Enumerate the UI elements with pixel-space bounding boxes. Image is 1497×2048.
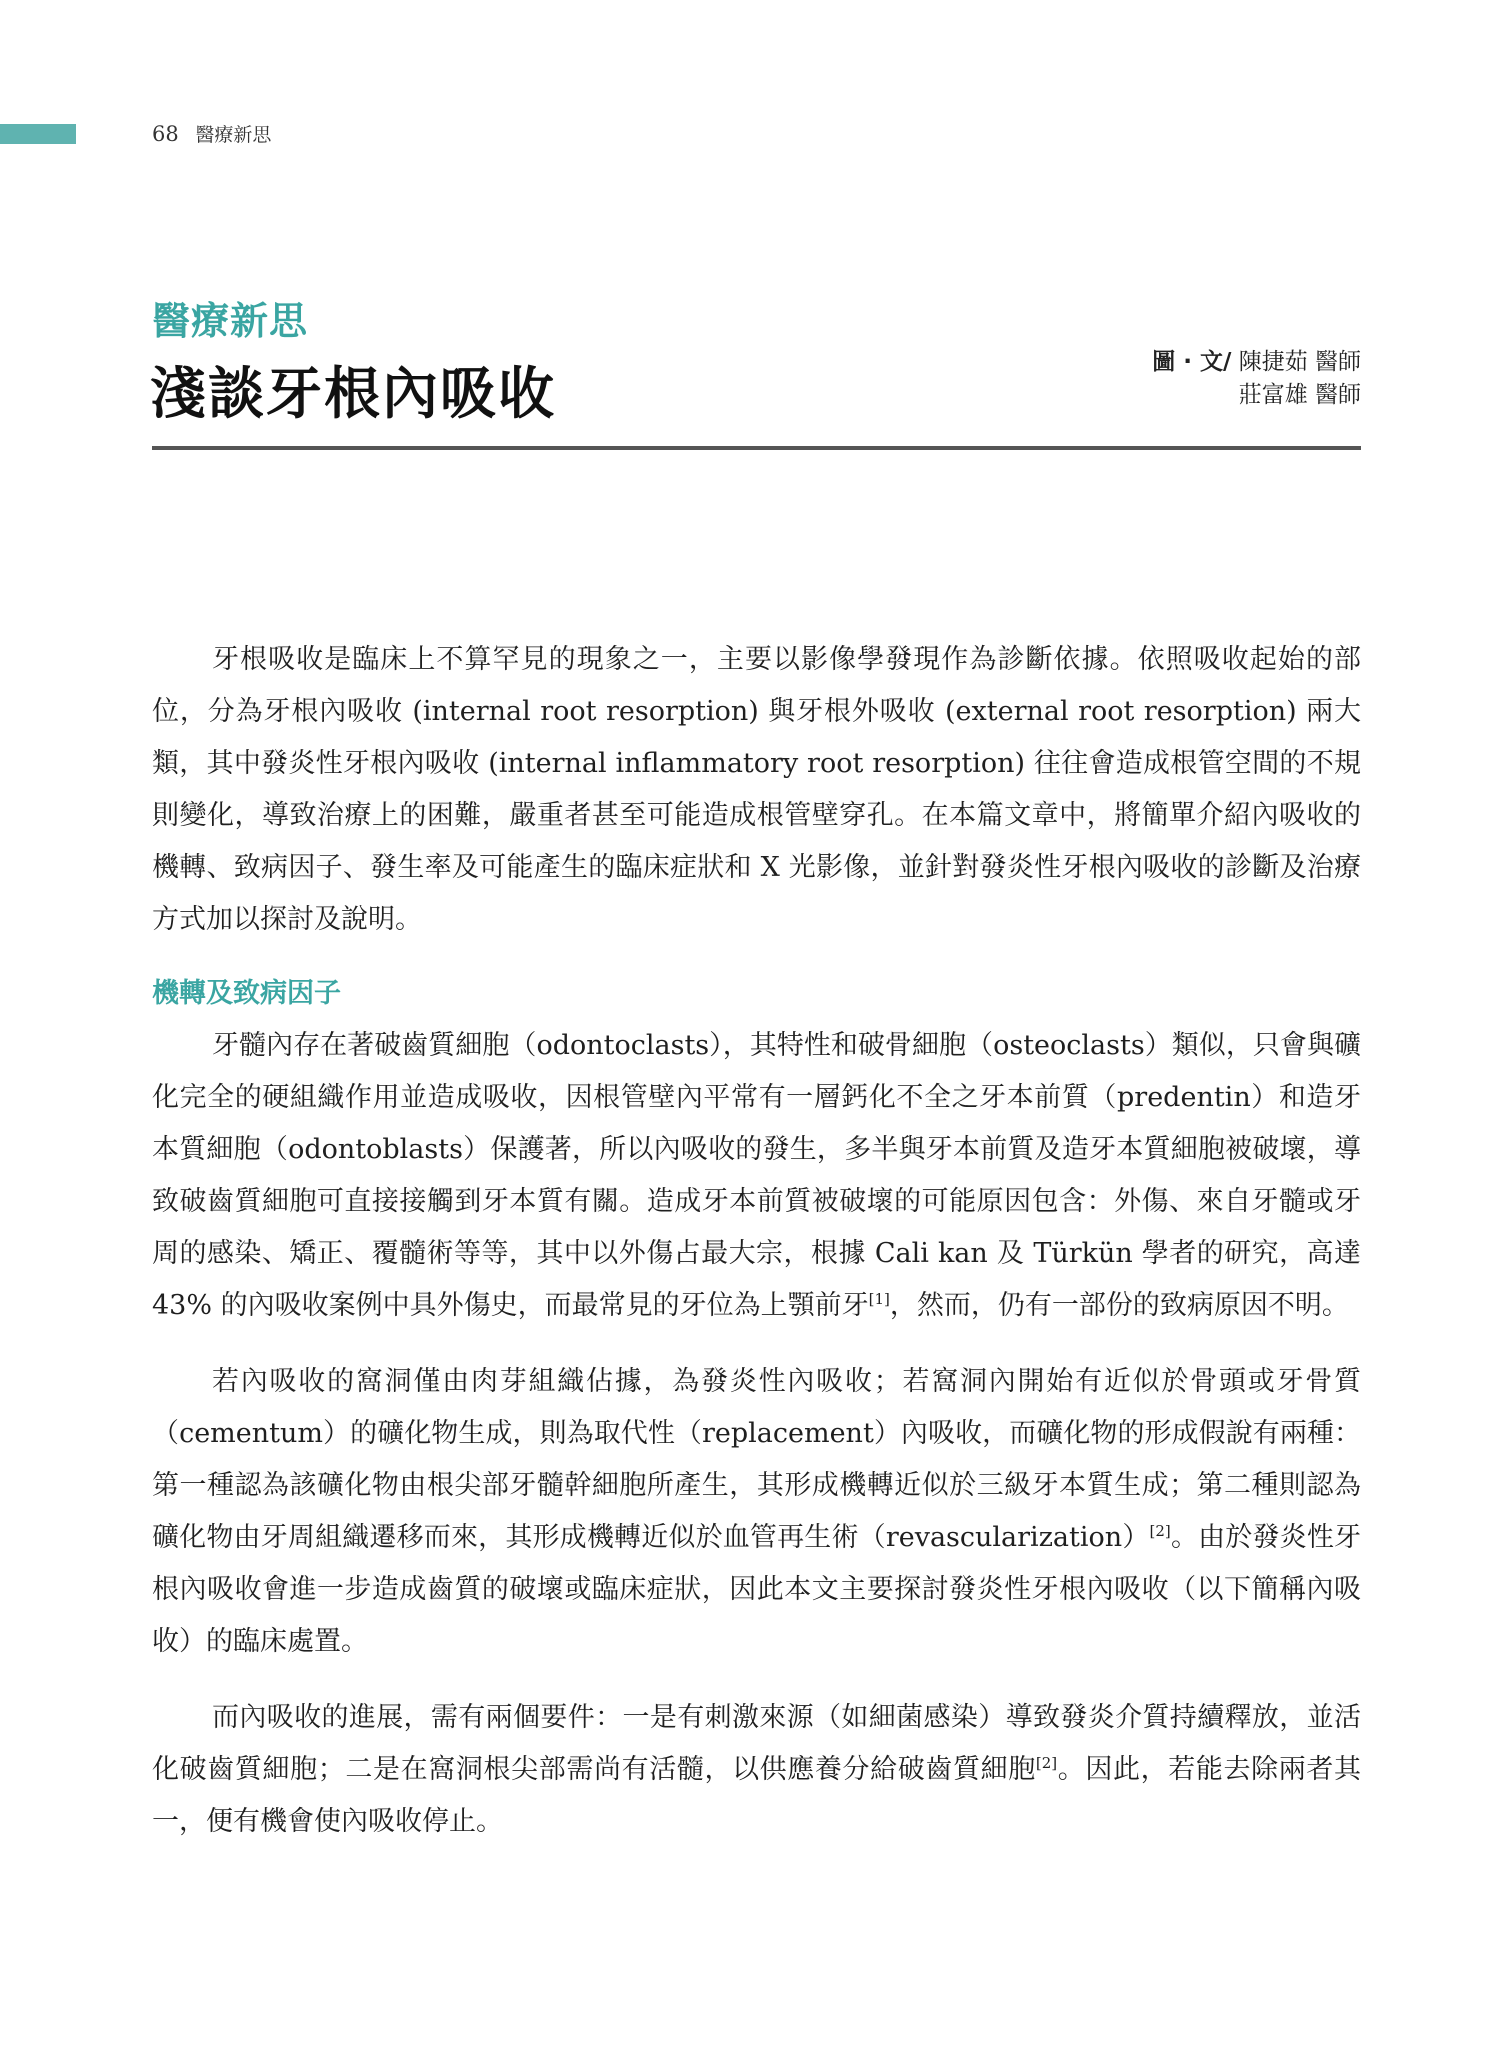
author-1: 陳捷茹 醫師 xyxy=(1238,349,1361,375)
paragraph-progression-text: 而內吸收的進展，需有兩個要件：一是有刺激來源（如細菌感染）導致發炎介質持續釋放，並活化破齒質細胞；二是在窩洞根尖部需尚有活髓，以供應養分給破齒質細胞 xyxy=(152,1702,1361,1785)
running-section-title: 醫療新思 xyxy=(195,124,272,146)
article-title: 淺談牙根內吸收 xyxy=(150,362,556,427)
citation-2: [2] xyxy=(1149,1522,1171,1540)
header-accent-bar xyxy=(0,124,76,144)
paragraph-replacement-end: 。由於發炎性牙根內吸收會進一步造成齒質的破壞或臨床症狀，因此本文主要探討發炎性牙根內吸收（以下簡稱內吸收）的臨床處置。 xyxy=(152,1522,1362,1657)
page-number: 68 xyxy=(152,122,179,146)
subheading-mechanism: 機轉及致病因子 xyxy=(152,978,341,1009)
author-2: 莊富雄 醫師 xyxy=(1238,382,1361,408)
paragraph-intro: 牙根吸收是臨床上不算罕見的現象之一，主要以影像學發現作為診斷依據。依照吸收起始的部位，分為牙根內吸收 (internal root resorption) 與牙根外吸收 (external root resorption) 兩大類，其中發炎性牙根內吸收 (internal inflammatory root resorption) 往往會造成根管空間的不規則變化，導致治療上的困難，嚴重者甚至可能造成根管壁穿孔。在本篇文章中，將簡單介紹內吸收的機轉、致病因子、發生率及可能產生的臨床症狀和 X 光影像，並針對發炎性牙根內吸收的診斷及治療方式加以探討及說明。 xyxy=(152,644,1361,935)
citation-1: [1] xyxy=(868,1290,890,1308)
paragraph-mechanism-end: ，然而，仍有一部份的致病原因不明。 xyxy=(889,1290,1349,1321)
paragraph-mechanism xyxy=(152,1020,1361,1332)
article-body xyxy=(152,634,1361,1848)
byline-line-1 xyxy=(1152,346,1361,379)
paragraph-progression-end: 。因此，若能去除兩者其一，便有機會使內吸收停止。 xyxy=(152,1754,1361,1837)
paragraph-mechanism-text: 牙髓內存在著破齒質細胞（odontoclasts），其特性和破骨細胞（osteoclasts）類似，只會與礦化完全的硬組織作用並造成吸收，因根管壁內平常有一層鈣化不全之牙本前質（predentin）和造牙本質細胞（odontoblasts）保護著，所以內吸收的發生，多半與牙本前質及造牙本質細胞被破壞，導致破齒質細胞可直接接觸到牙本質有關。造成牙本前質被破壞的可能原因包含：外傷、來自牙髓或牙周的感染、矯正、覆髓術等等，其中以外傷占最大宗，根據 Cali kan 及 Türkün 學者的研究，高達 43% 的內吸收案例中具外傷史，而最常見的牙位為上顎前牙 xyxy=(152,1030,1361,1321)
paragraph-replacement xyxy=(152,1356,1361,1668)
running-header xyxy=(152,120,271,147)
byline-role: 圖 · 文/ xyxy=(1152,349,1232,375)
title-divider xyxy=(152,446,1361,450)
citation-3: [2] xyxy=(1035,1754,1058,1772)
byline xyxy=(1152,346,1361,412)
section-label: 醫療新思 xyxy=(152,299,309,343)
paragraph-replacement-text: 若內吸收的窩洞僅由肉芽組織佔據，為發炎性內吸收；若窩洞內開始有近似於骨頭或牙骨質（cementum）的礦化物生成，則為取代性（replacement）內吸收，而礦化物的形成假說有兩種：第一種認為該礦化物由根尖部牙髓幹細胞所產生，其形成機轉近似於三級牙本質生成；第二種則認為礦化物由牙周組織遷移而來，其形成機轉近似於血管再生術（revascularization） xyxy=(152,1366,1361,1553)
paragraph-progression xyxy=(152,1692,1361,1848)
